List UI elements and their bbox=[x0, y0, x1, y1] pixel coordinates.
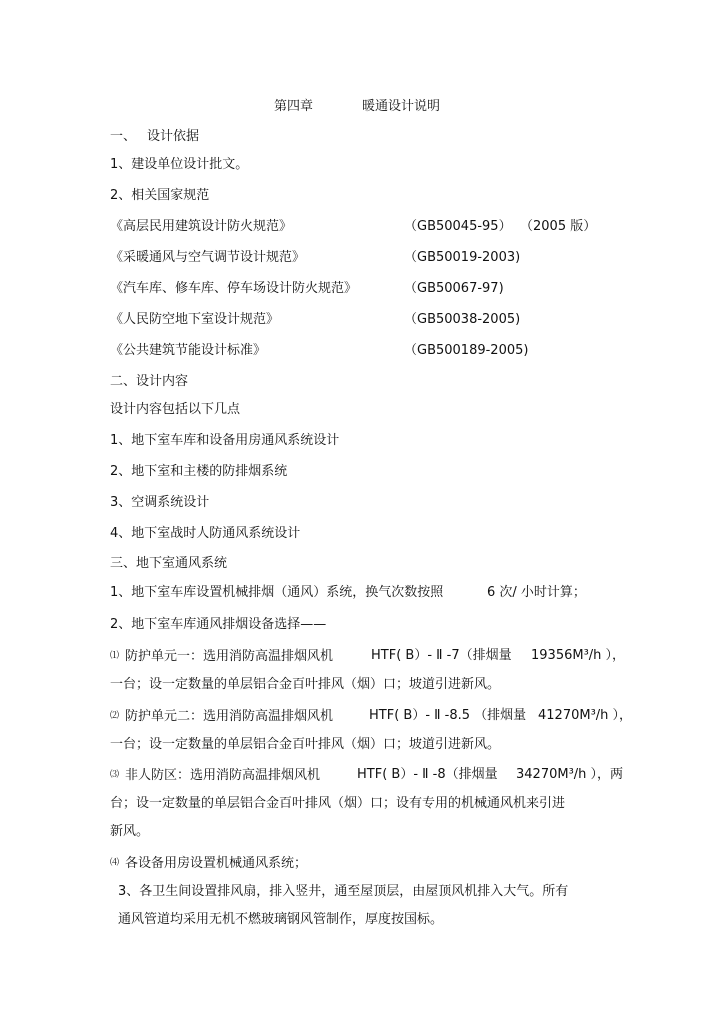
standard-code: （GB50045-95） bbox=[404, 219, 512, 234]
fan-capacity: 34270M³/h ），两 bbox=[516, 767, 624, 782]
content-item-1: 1、地下室车库和设备用房通风系统设计 bbox=[110, 433, 340, 448]
standard-name: 《人民防空地下室设计规范》 bbox=[110, 312, 280, 327]
standard-code: （GB50067-97) bbox=[404, 281, 504, 296]
section-1-title: 设计依据 bbox=[147, 129, 200, 144]
content-item-3: 3、空调系统设计 bbox=[110, 495, 210, 510]
standard-code: （GB500189-2005) bbox=[404, 343, 529, 358]
fan-spec-2-cont: 一台；设一定数量的单层铝合金百叶排风（烟）口；坡道引进新风。 bbox=[110, 737, 501, 752]
fan-spec-3 bbox=[110, 767, 320, 784]
section-1-number: 一、 bbox=[110, 129, 137, 144]
content-item-4: 4、地下室战时人防通风系统设计 bbox=[110, 526, 301, 541]
vent-item-3: 3、各卫生间设置排风扇，排入竖井，通至屋顶层，由屋顶风机排入大气。所有 bbox=[118, 884, 569, 899]
standard-name: 《高层民用建筑设计防火规范》 bbox=[110, 219, 293, 234]
standard-name: 《汽车库、修车库、停车场设计防火规范》 bbox=[110, 281, 358, 296]
section-3-title: 三、地下室通风系统 bbox=[110, 556, 228, 571]
fan-capacity: 41270M³/h ）， bbox=[538, 708, 633, 723]
fan-spec-text: 防护单元一：选用消防高温排烟风机 bbox=[125, 649, 334, 664]
fan-spec-1-cont: 一台；设一定数量的单层铝合金百叶排风（烟）口；坡道引进新风。 bbox=[110, 677, 501, 692]
basis-item-2: 2、相关国家规范 bbox=[110, 188, 210, 203]
chapter-number: 第四章 bbox=[274, 99, 314, 114]
fan-spec-text: 非人防区：选用消防高温排烟风机 bbox=[125, 768, 321, 783]
content-item-2: 2、地下室和主楼的防排烟系统 bbox=[110, 464, 288, 479]
fan-model: HTF( B）- Ⅱ -8.5 （排烟量 bbox=[369, 708, 527, 723]
vent-item-1-rate: 6 次/ 小时计算； bbox=[487, 585, 586, 600]
chapter-title: 暖通设计说明 bbox=[362, 99, 441, 114]
vent-item-2: 2、地下室车库通风排烟设备选择—— bbox=[110, 617, 327, 632]
section-2-title: 二、设计内容 bbox=[110, 374, 189, 389]
standard-code: （GB50019-2003) bbox=[404, 250, 521, 265]
fan-spec-1 bbox=[110, 648, 333, 665]
vent-item-1-text: 1、地下室车库设置机械排烟（通风）系统，换气次数按照 bbox=[110, 585, 444, 600]
item-number: ⑷ bbox=[110, 858, 120, 868]
standard-name: 《采暖通风与空气调节设计规范》 bbox=[110, 250, 306, 265]
fan-spec-2 bbox=[110, 708, 333, 725]
fan-model: HTF( B）- Ⅱ -7（排烟量 bbox=[371, 648, 512, 663]
fan-spec-3-cont: 台；设一定数量的单层铝合金百叶排风（烟）口；设有专用的机械通风机来引进 bbox=[110, 796, 566, 811]
fan-capacity: 19356M³/h ）， bbox=[531, 648, 626, 663]
vent-item-3-cont: 通风管道均采用无机不燃玻璃钢风管制作，厚度按国标。 bbox=[118, 912, 444, 927]
item-number: ⑴ bbox=[110, 651, 120, 661]
standard-code: （GB50038-2005) bbox=[404, 312, 521, 327]
fan-spec-4 bbox=[110, 855, 307, 872]
fan-spec-text: 防护单元二：选用消防高温排烟风机 bbox=[125, 709, 334, 724]
basis-item-1: 1、建设单位设计批文。 bbox=[110, 157, 249, 172]
fan-model: HTF( B）- Ⅱ -8（排烟量 bbox=[357, 767, 498, 782]
standard-edition: （2005 版） bbox=[520, 219, 597, 234]
section-2-intro: 设计内容包括以下几点 bbox=[110, 402, 241, 417]
item-number: ⑵ bbox=[110, 711, 120, 721]
fan-spec-text: 各设备用房设置机械通风系统； bbox=[125, 856, 308, 871]
fan-spec-3-cont: 新风。 bbox=[110, 824, 150, 839]
standard-name: 《公共建筑节能设计标准》 bbox=[110, 343, 267, 358]
item-number: ⑶ bbox=[110, 770, 120, 780]
